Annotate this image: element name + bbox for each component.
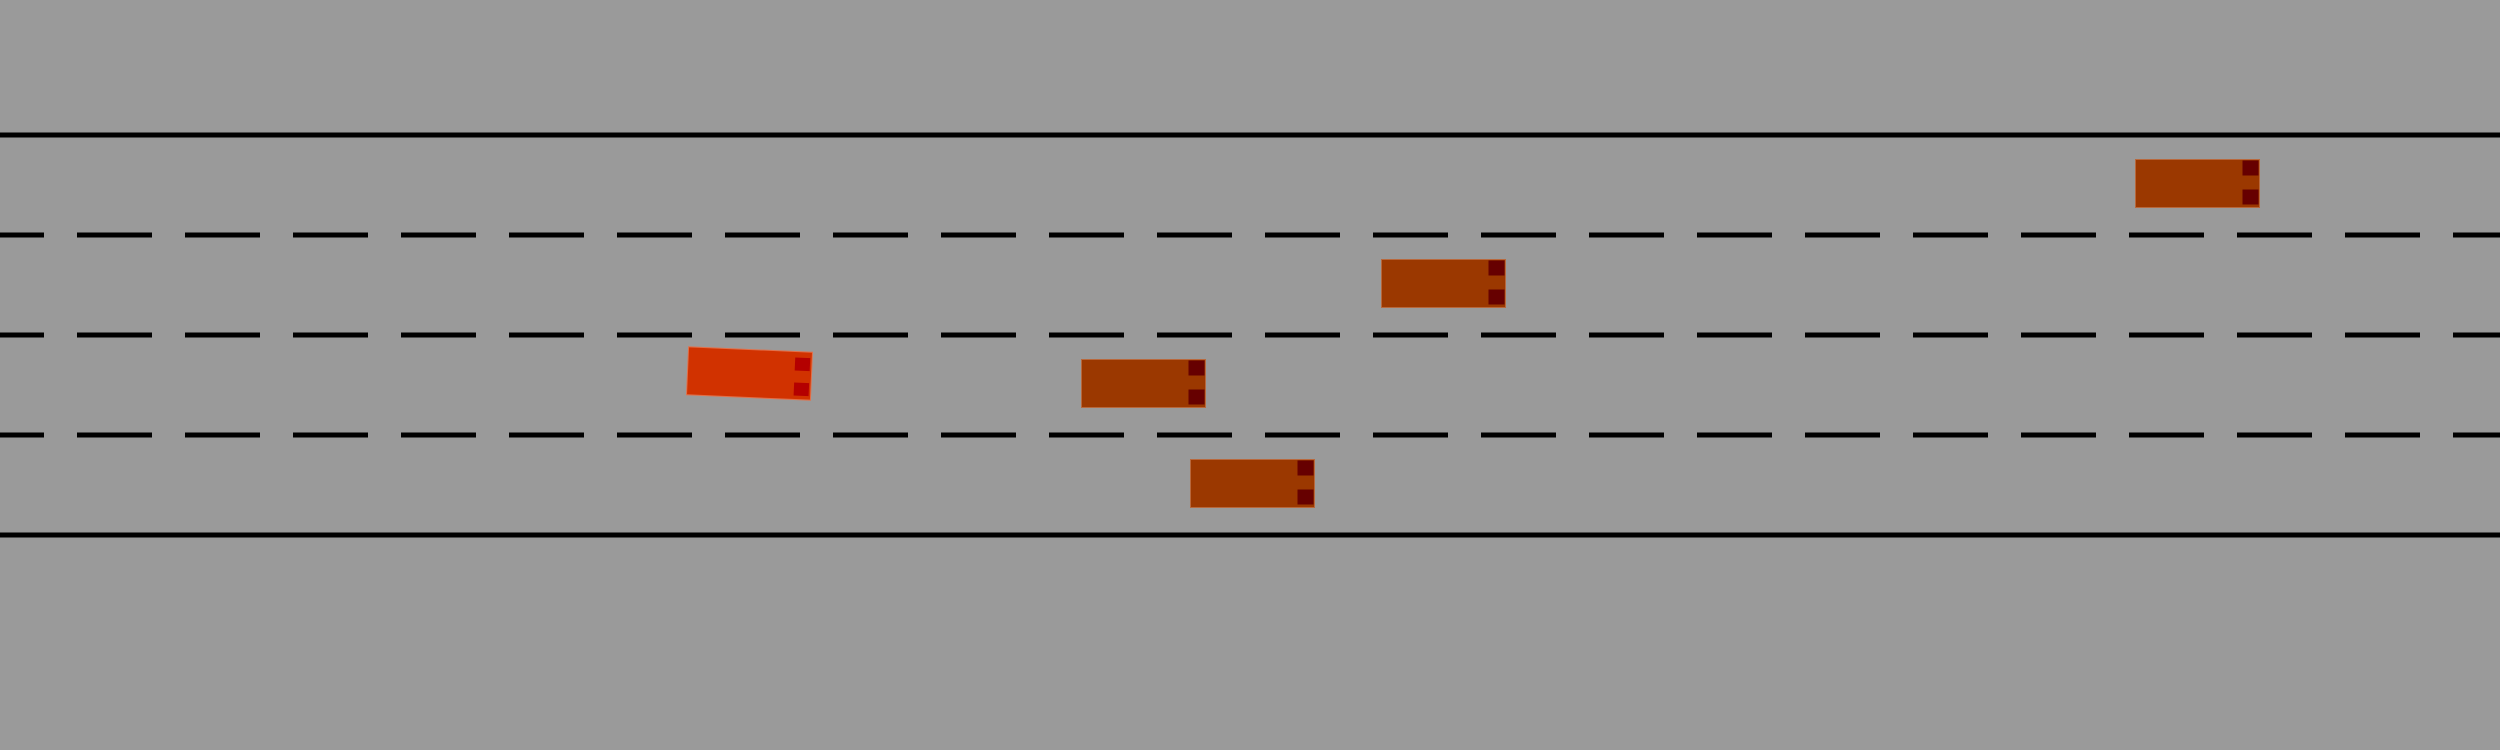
vehicle[interactable] (1382, 260, 1506, 308)
ego-vehicle[interactable] (687, 347, 813, 400)
headlight-icon (1298, 461, 1314, 476)
headlight-icon (795, 357, 811, 371)
headlight-icon (794, 382, 810, 396)
vehicle-body (1382, 260, 1506, 308)
vehicle-body (687, 347, 813, 400)
headlight-icon (1298, 490, 1314, 505)
vehicle-body (1191, 460, 1315, 508)
vehicle[interactable] (2136, 160, 2260, 208)
headlight-icon (1489, 261, 1505, 276)
vehicle-body (1082, 360, 1206, 408)
vehicle-body (2136, 160, 2260, 208)
headlight-icon (1189, 390, 1205, 405)
headlight-icon (2243, 190, 2259, 205)
vehicle[interactable] (1191, 460, 1315, 508)
headlight-icon (1489, 290, 1505, 305)
vehicle[interactable] (1082, 360, 1206, 408)
headlight-icon (1189, 361, 1205, 376)
headlight-icon (2243, 161, 2259, 176)
